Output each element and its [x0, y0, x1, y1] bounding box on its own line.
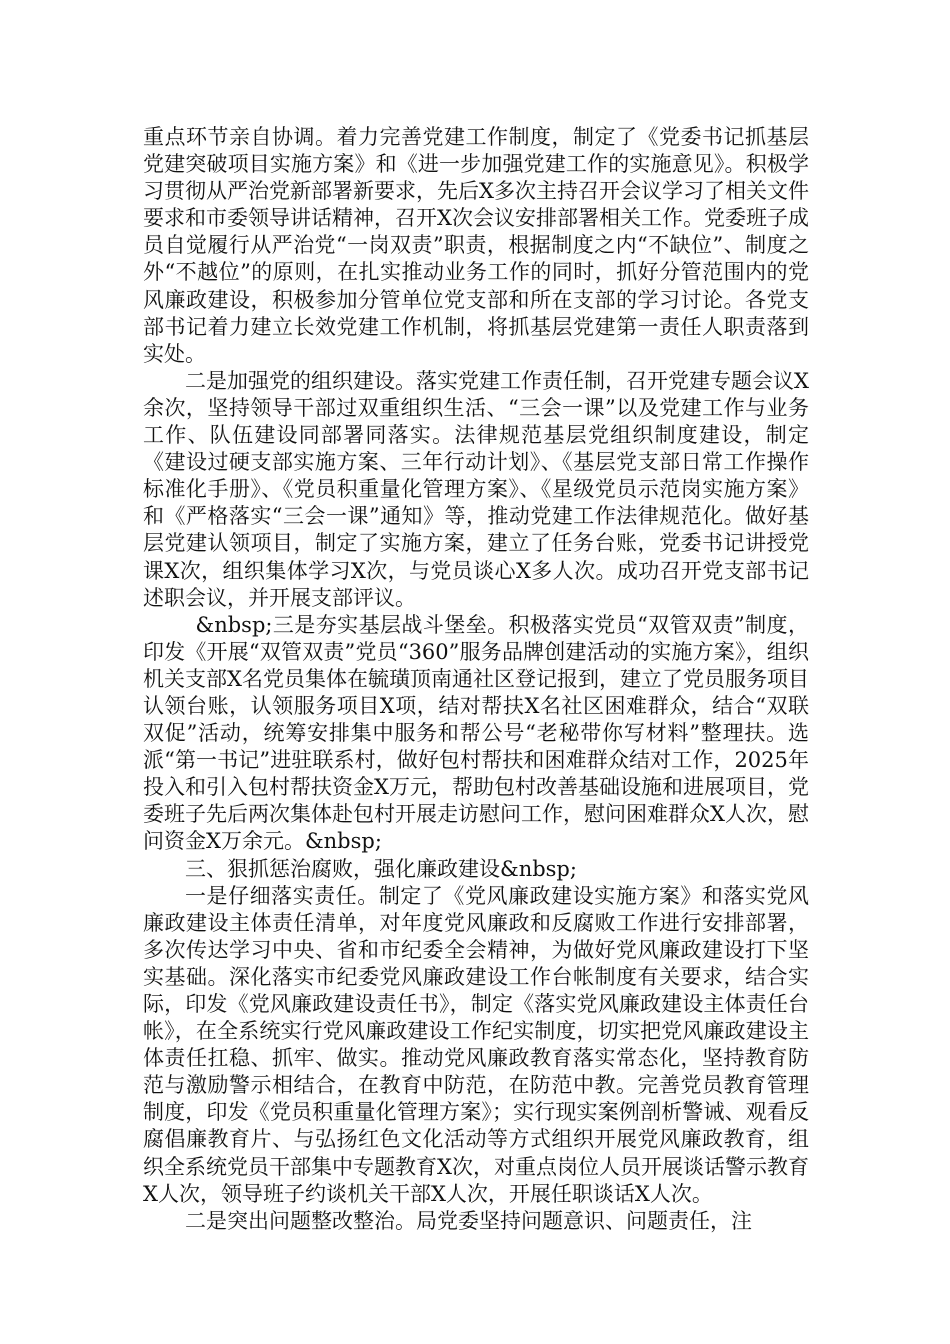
section-heading-3: 三、狠抓惩治腐败，强化廉政建设&nbsp; [185, 856, 577, 881]
paragraph-1: 重点环节亲自协调。着力完善党建工作制度，制定了《党委书记抓基层党建突破项目实施方案》和《进一步加强党建工作的实施意见》。积极学习贯彻从严治党新部署新要求，先后X多次主持召开会议学习了相关文件要求和市委领导讲话精神，召开X次会议安排部署相关工作。党委班子成员自觉履行从严治党“一岗双责”职责，根据制度之内“不缺位”、制度之外“不越位”的原则，在扎实推动业务工作的同时，抓好分管范围内的党风廉政建设，积极参加分管单位党支部和所在支部的学习讨论。各党支部书记着力建立长效党建工作机制，将抓基层党建第一责任人职责落到实处。 [143, 125, 809, 366]
paragraph-4: 一是仔细落实责任。制定了《党风廉政建设实施方案》和落实党风廉政建设主体责任清单，对年度党风廉政和反腐败工作进行安排部署，多次传达学习中央、省和市纪委全会精神，为做好党风廉政建设打下坚实基础。深化落实市纪委党风廉政建设工作台帐制度有关要求，结合实际，印发《党风廉政建设责任书》，制定《落实党风廉政建设主体责任台帐》，在全系统实行党风廉政建设工作纪实制度，切实把党风廉政建设主体责任扛稳、抓牢、做实。推动党风廉政教育落实常态化，坚持教育防范与激励警示相结合，在教育中防范，在防范中教。完善党员教育管理制度，印发《党员积重量化管理方案》；实行现实案例剖析警诫、观看反腐倡廉教育片、与弘扬红色文化活动等方式组织开展党风廉政教育，组织全系统党员干部集中专题教育X次，对重点岗位人员开展谈话警示教育X人次，领导班子约谈机关干部X人次，开展任职谈话X人次。 [143, 883, 809, 1206]
paragraph-2: 二是加强党的组织建设。落实党建工作责任制，召开党建专题会议X余次，坚持领导干部过双重组织生活、“三会一课”以及党建工作与业务工作、队伍建设同部署同落实。法律规范基层党组织制度建设，制定《建设过硬支部实施方案、三年行动计划》、《基层党支部日常工作操作标准化手册》、《党员积重量化管理方案》、《星级党员示范岗实施方案》和《严格落实“三会一课”通知》等，推动党建工作法律规范化。做好基层党建认领项目，制定了实施方案，建立了任务台账，党委书记讲授党课X次，组织集体学习X次，与党员谈心X多人次。成功召开党支部书记述职会议，并开展支部评议。 [143, 368, 809, 610]
document-body [143, 124, 809, 1235]
paragraph-5: 二是突出问题整改整治。局党委坚持问题意识、问题责任，注 [185, 1208, 752, 1233]
paragraph-3: &nbsp;三是夯实基层战斗堡垒。积极落实党员“双管双责”制度，印发《开展“双管双责”党员“360”服务品牌创建活动的实施方案》，组织机关支部X名党员集体在毓璜顶南通社区登记报到，建立了党员服务项目认领台账，认领服务项目X项，结对帮扶X名社区困难群众，结合“双联双促”活动，统筹安排集中服务和帮公号“老秘带你写材料”整理扶。选派“第一书记”进驻联系村，做好包村帮扶和困难群众结对工作，2025年投入和引入包村帮扶资金X万元，帮助包村改善基础设施和进展项目，党委班子先后两次集体赴包村开展走访慰问工作，慰问困难群众X人次，慰问资金X万余元。&nbsp; [143, 612, 809, 854]
